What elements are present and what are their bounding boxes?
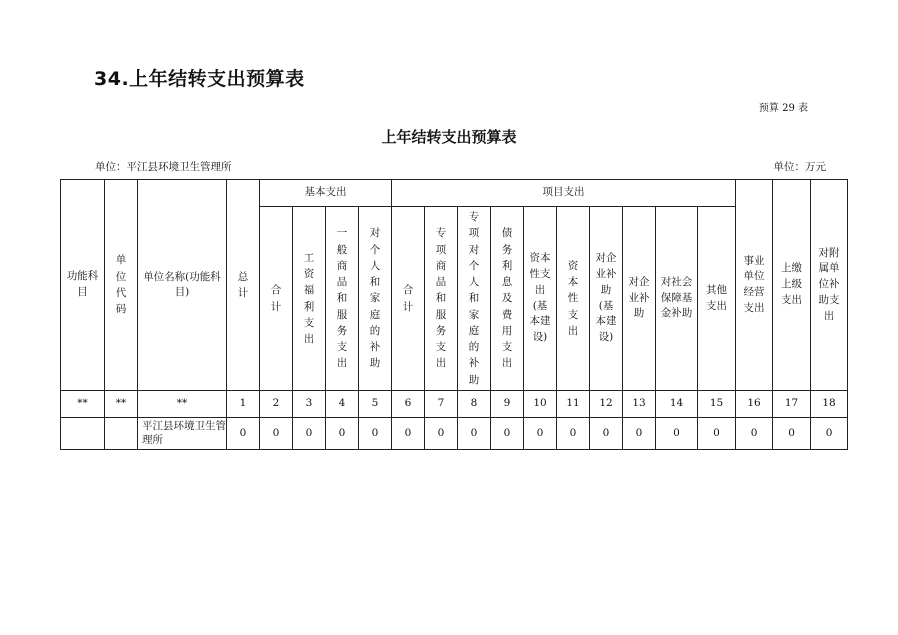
number-cell: 3 [293,391,326,418]
header-project-debt-interest: 债务利息及费用支出 [491,207,524,391]
header-business-expense: 事业单位经营支出 [736,180,773,391]
header-remit-superior: 上缴上级支出 [773,180,811,391]
cell-unit-name: 平江县环境卫生管理所 [138,418,227,450]
cell-value: 0 [811,418,848,450]
header-row-groups [61,180,848,207]
cell-value: 0 [524,418,557,450]
cell-value: 0 [293,418,326,450]
header-basic-total: 合计 [260,207,293,391]
cell-value: 0 [260,418,293,450]
cell-value: 0 [425,418,458,450]
table-row [61,418,848,450]
header-project-social-security: 对社会保障基金补助 [656,207,698,391]
header-project-total: 合计 [392,207,425,391]
table-number: 预算 29 表 [758,103,808,114]
cell-value: 0 [392,418,425,450]
number-cell: 11 [557,391,590,418]
cell-value: 0 [458,418,491,450]
header-project-enterprise-subsidy: 对企业补助 [623,207,656,391]
number-cell: 5 [359,391,392,418]
unit-name-label: 单位：平江县环境卫生管理所 [95,161,232,173]
cell-unit-code [105,418,138,450]
cell-value: 0 [698,418,736,450]
number-cell: 2 [260,391,293,418]
budget-table [60,179,848,450]
cell-value: 0 [773,418,811,450]
cell-value: 0 [326,418,359,450]
header-unit-name: 单位名称(功能科目) [138,180,227,391]
number-cell: 8 [458,391,491,418]
number-cell: 7 [425,391,458,418]
header-project-enterprise-construction: 对企业补助(基本建设) [590,207,623,391]
cell-value: 0 [491,418,524,450]
number-cell: 9 [491,391,524,418]
header-subsidiary-subsidy: 对附属单位补助支出 [811,180,848,391]
number-cell: 4 [326,391,359,418]
header-group-project: 项目支出 [392,180,736,207]
cell-value: 0 [590,418,623,450]
number-cell: 14 [656,391,698,418]
header-basic-wages: 工资福利支出 [293,207,326,391]
header-unit-code: 单位代码 [105,180,138,391]
cell-func-subject [61,418,105,450]
header-project-other: 其他支出 [698,207,736,391]
header-project-capital-construction: 资本性支出(基本建设) [524,207,557,391]
number-cell: ** [138,391,227,418]
number-cell: 12 [590,391,623,418]
number-cell: 10 [524,391,557,418]
header-total: 总计 [227,180,260,391]
cell-value: 0 [623,418,656,450]
table-title: 上年结转支出预算表 [381,128,517,146]
cell-value: 0 [227,418,260,450]
number-cell: 6 [392,391,425,418]
cell-value: 0 [557,418,590,450]
page-heading: 34.上年结转支出预算表 [94,68,305,90]
header-project-capital: 资本性支出 [557,207,590,391]
number-cell: ** [105,391,138,418]
currency-unit-label: 单位：万元 [773,161,826,173]
number-cell: 17 [773,391,811,418]
cell-value: 0 [656,418,698,450]
header-basic-household-subsidy: 对个人和家庭的补助 [359,207,392,391]
cell-value: 0 [736,418,773,450]
number-cell: 1 [227,391,260,418]
header-func-subject: 功能科目 [61,180,105,391]
number-cell: 15 [698,391,736,418]
header-basic-goods-services: 一般商品和服务支出 [326,207,359,391]
number-cell: 13 [623,391,656,418]
header-project-household-subsidy: 专项对个人和家庭的补助 [458,207,491,391]
number-cell: 16 [736,391,773,418]
cell-value: 0 [359,418,392,450]
column-number-row [61,391,848,418]
number-cell: 18 [811,391,848,418]
header-project-goods-services: 专项商品和服务支出 [425,207,458,391]
number-cell: ** [61,391,105,418]
header-group-basic: 基本支出 [260,180,392,207]
